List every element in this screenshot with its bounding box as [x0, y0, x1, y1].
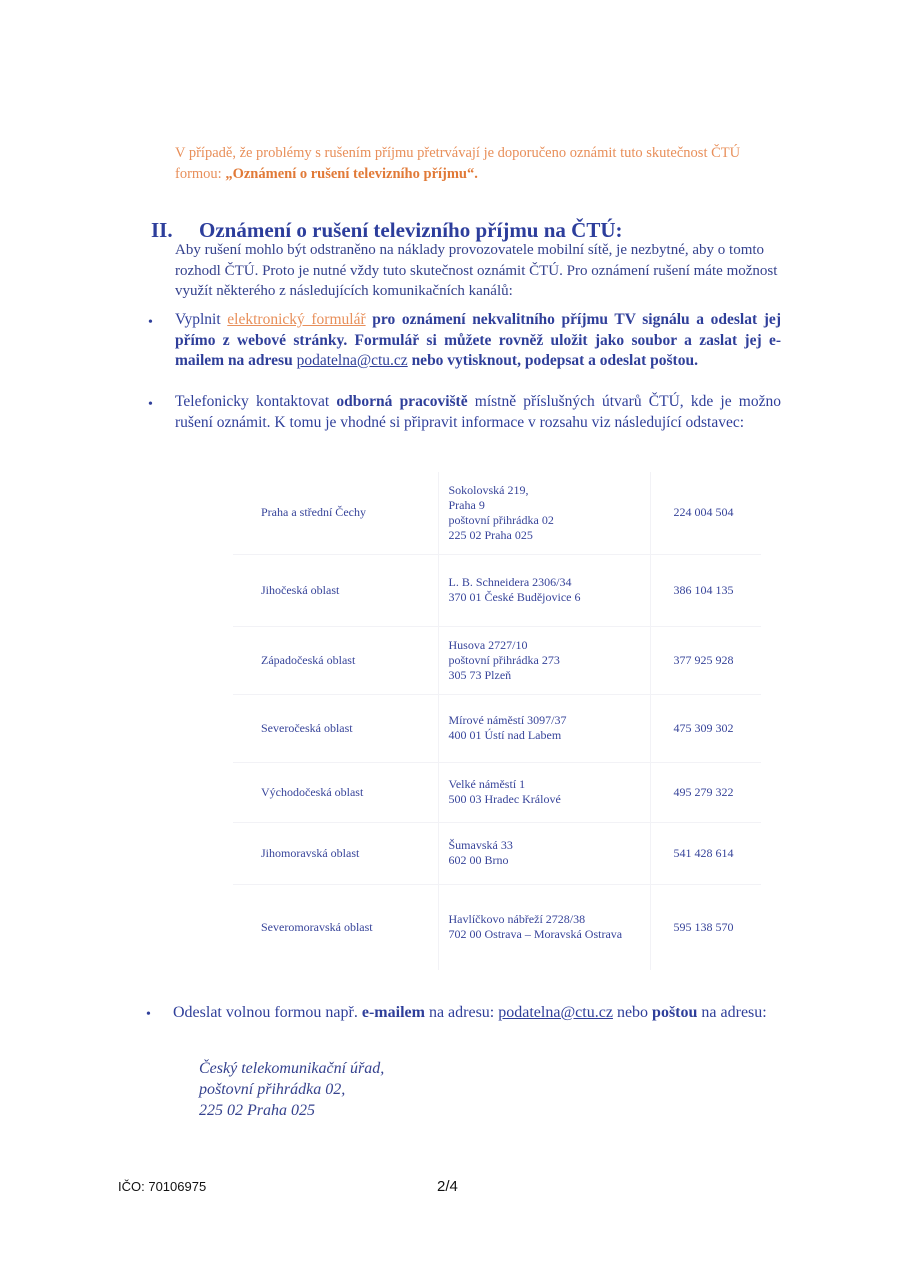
- bullet-text: na adresu:: [697, 1004, 767, 1021]
- address-line: Husova 2727/10: [448, 637, 528, 652]
- bullet-dot: •: [146, 1007, 151, 1022]
- offices-table: [233, 472, 761, 970]
- table-row: [233, 626, 761, 694]
- bullet-dot: •: [148, 397, 153, 412]
- address-line: Šumavská 33: [448, 838, 513, 852]
- address-line: L. B. Schneidera 2306/34: [448, 575, 572, 589]
- bullet-text: Vyplnit: [175, 311, 228, 328]
- region-name: Východočeská oblast: [261, 784, 364, 799]
- page-number: 2/4: [437, 1178, 458, 1195]
- bullet-bold-text: poštou: [652, 1004, 698, 1021]
- address-line: 400 01 Ústí nad Labem: [448, 728, 562, 742]
- region-name: Západočeská oblast: [261, 652, 356, 667]
- office-address: [438, 554, 650, 626]
- office-address: [438, 822, 650, 884]
- office-phone: 541 428 614: [650, 822, 761, 884]
- office-phone: 386 104 135: [650, 554, 761, 626]
- region-name: Severočeská oblast: [261, 720, 353, 735]
- email-link[interactable]: podatelna@ctu.cz: [296, 352, 408, 369]
- postal-address: [199, 1058, 384, 1121]
- section-number: II.: [151, 218, 173, 242]
- address-line: 370 01 České Budějovice 6: [448, 590, 581, 604]
- office-address: [438, 626, 650, 694]
- address-line: 500 03 Hradec Králové: [448, 792, 561, 806]
- bullet-text: nebo: [612, 1004, 653, 1021]
- address-line: poštovní přihrádka 02: [448, 512, 554, 527]
- electronic-form-link[interactable]: elektronický formulář: [227, 311, 366, 328]
- bullet-text: pro oznámení nekvalitního příjmu TV signálu a odeslat jej přímo z webové stránky. Formulář si můžete rovněž uložit jako soubor a zaslat jej e-mailem na adresu: [175, 311, 781, 369]
- office-phone: 595 138 570: [650, 884, 761, 970]
- bullet-text: Odeslat volnou formou např.: [173, 1004, 362, 1021]
- table-row: [233, 884, 761, 970]
- table-row: [233, 554, 761, 626]
- region-name: Jihomoravská oblast: [261, 845, 360, 860]
- office-address: [438, 472, 650, 554]
- table-row: [233, 762, 761, 822]
- office-phone: 224 004 504: [650, 472, 761, 554]
- bullet-text: na adresu:: [424, 1004, 499, 1021]
- address-line: 702 00 Ostrava – Moravská Ostrava: [448, 927, 623, 942]
- address-line: Praha 9: [448, 497, 485, 512]
- office-address: [438, 884, 650, 970]
- section-intro: Aby rušení mohlo být odstraněno na náklady provozovatele mobilní sítě, je nezbytné, aby o tomto rozhodl ČTÚ. Proto je nutné vždy tuto skutečnost oznámit ČTÚ. Pro oznámení rušení máte možnost využít některého z následujících komunikačních kanálů:: [175, 242, 778, 299]
- bullet-text: nebo vytisknout, podepsat a odeslat poštou.: [407, 352, 698, 369]
- address-line: 225 02 Praha 025: [199, 1102, 315, 1119]
- bullet-email-or-post: [173, 1002, 773, 1023]
- intro-notice: [175, 143, 790, 185]
- bullet-dot: •: [148, 315, 153, 330]
- address-line: 602 00 Brno: [448, 853, 509, 867]
- office-address: [438, 762, 650, 822]
- section-title: Oznámení o rušení televizního příjmu na ČTÚ:: [199, 218, 623, 242]
- table-row: [233, 694, 761, 762]
- bullet-bold-text: e-mailem: [361, 1004, 425, 1021]
- intro-notice-text: V případě, že problémy s rušením příjmu přetrvávají je doporučeno oznámit tuto skutečnost ČTÚ formou:: [175, 145, 741, 182]
- address-line: Havlíčkovo nábřeží 2728/38: [448, 912, 586, 927]
- address-line: Velké náměstí 1: [448, 777, 526, 791]
- office-address: [438, 694, 650, 762]
- address-line: poštovní přihrádka 273: [448, 652, 560, 667]
- office-phone: 475 309 302: [650, 694, 761, 762]
- footer-ico: IČO: 70106975: [118, 1179, 207, 1194]
- table-row: [233, 472, 761, 554]
- office-phone: 495 279 322: [650, 762, 761, 822]
- region-name: Praha a střední Čechy: [261, 505, 366, 520]
- address-line: Mírové náměstí 3097/37: [448, 713, 567, 727]
- address-line: 305 73 Plzeň: [448, 667, 512, 682]
- offices-table-body: [233, 472, 761, 970]
- region-name: Jihočeská oblast: [261, 582, 340, 597]
- region-name: Severomoravská oblast: [261, 919, 373, 934]
- bullet-bold-text: odborná pracoviště: [336, 393, 468, 410]
- address-line: 225 02 Praha 025: [448, 527, 533, 542]
- address-line: Český telekomunikační úřad,: [199, 1060, 385, 1077]
- email-link[interactable]: podatelna@ctu.cz: [498, 1004, 613, 1021]
- table-row: [233, 822, 761, 884]
- office-phone: 377 925 928: [650, 626, 761, 694]
- bullet-text: místně příslušných útvarů ČTÚ, kde je možno rušení oznámit. K tomu je vhodné si připravit informace v rozsahu viz následující odstavec:: [175, 393, 781, 431]
- form-name: „Oznámení o rušení televizního příjmu“.: [225, 166, 478, 182]
- bullet-text: Telefonicky kontaktovat: [175, 393, 337, 410]
- address-line: poštovní přihrádka 02,: [199, 1081, 346, 1098]
- bullet-electronic-form: [175, 310, 781, 372]
- address-line: Sokolovská 219,: [448, 482, 529, 497]
- bullet-phone-contact: [175, 392, 781, 433]
